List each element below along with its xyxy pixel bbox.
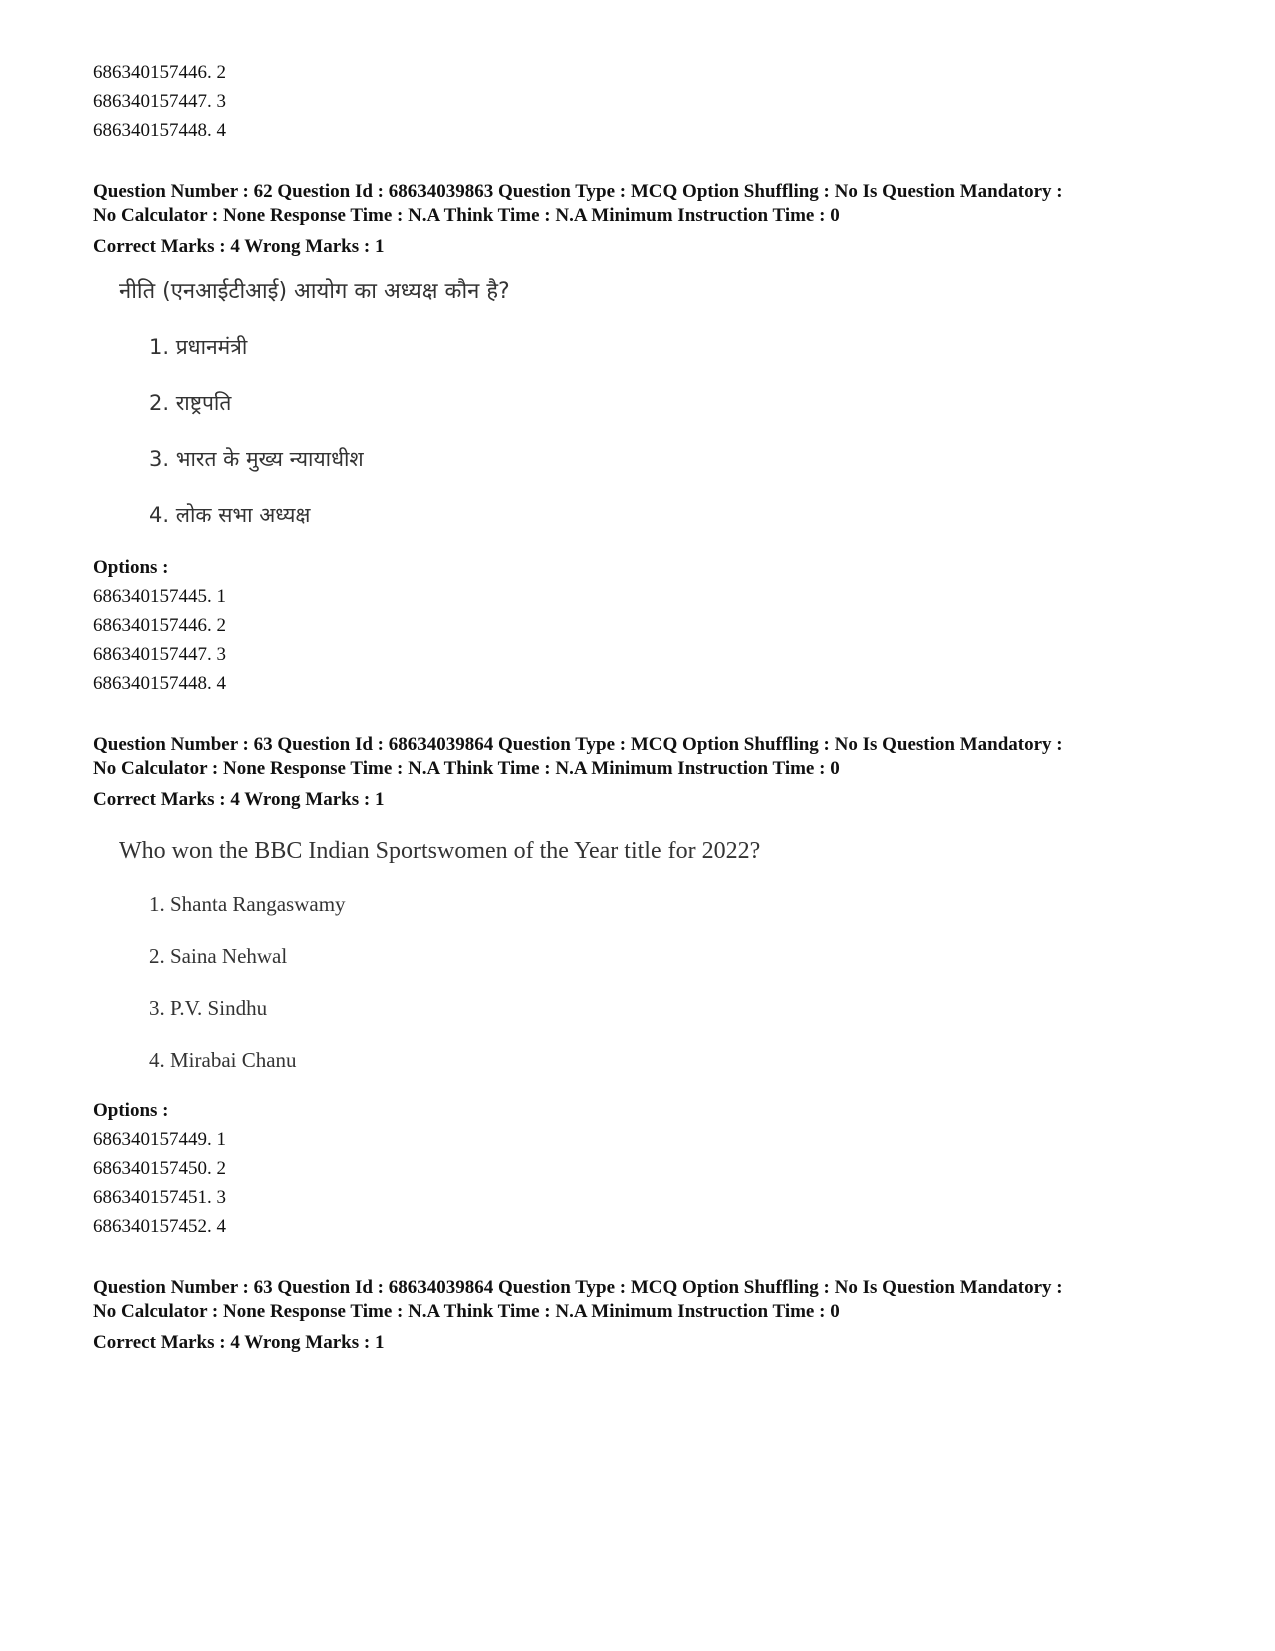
question-marks: Correct Marks : 4 Wrong Marks : 1	[93, 236, 385, 257]
choice-item: 2. राष्ट्रपति	[149, 391, 232, 415]
option-id-line: 686340157450. 2	[93, 1158, 226, 1179]
question-header-line2: No Calculator : None Response Time : N.A Think Time : N.A Minimum Instruction Time : 0	[93, 758, 840, 779]
choice-item: 1. Shanta Rangaswamy	[149, 892, 346, 916]
question-image	[119, 836, 1213, 1074]
document-page	[93, 58, 1213, 1357]
question-63	[93, 733, 1213, 1241]
question-63-repeat	[93, 1276, 1213, 1357]
option-id-line: 686340157446. 2	[93, 615, 226, 636]
question-header-line1: Question Number : 63 Question Id : 68634039864 Question Type : MCQ Option Shuffling : No Is Question Mandatory :	[93, 734, 1063, 755]
question-text: नीति (एनआईटीआई) आयोग का अध्यक्ष कौन है?	[119, 279, 510, 304]
option-id-line: 686340157448. 4	[93, 120, 226, 141]
option-id-line: 686340157446. 2	[93, 62, 226, 83]
choice-item: 1. प्रधानमंत्री	[149, 335, 248, 359]
carryover-options	[93, 58, 1213, 145]
options-label: Options :	[93, 1100, 169, 1121]
choice-item: 2. Saina Nehwal	[149, 944, 288, 968]
option-id-line: 686340157449. 1	[93, 1129, 226, 1150]
question-header-line1: Question Number : 63 Question Id : 68634039864 Question Type : MCQ Option Shuffling : No Is Question Mandatory :	[93, 1277, 1063, 1298]
question-image	[119, 277, 1213, 529]
options-label: Options :	[93, 557, 169, 578]
option-id-line: 686340157447. 3	[93, 644, 226, 665]
question-marks: Correct Marks : 4 Wrong Marks : 1	[93, 789, 385, 810]
question-text: Who won the BBC Indian Sportswomen of the Year title for 2022?	[119, 838, 761, 864]
choice-item: 4. लोक सभा अध्यक्ष	[149, 503, 311, 527]
option-id-line: 686340157448. 4	[93, 673, 226, 694]
option-id-line: 686340157447. 3	[93, 91, 226, 112]
question-marks: Correct Marks : 4 Wrong Marks : 1	[93, 1332, 385, 1353]
option-id-line: 686340157452. 4	[93, 1216, 226, 1237]
question-header-line2: No Calculator : None Response Time : N.A Think Time : N.A Minimum Instruction Time : 0	[93, 205, 840, 226]
choice-item: 3. P.V. Sindhu	[149, 996, 268, 1020]
choice-item: 3. भारत के मुख्य न्यायाधीश	[149, 447, 364, 471]
question-62	[93, 180, 1213, 698]
option-id-line: 686340157445. 1	[93, 586, 226, 607]
choice-item: 4. Mirabai Chanu	[149, 1048, 297, 1072]
question-header-line1: Question Number : 62 Question Id : 68634039863 Question Type : MCQ Option Shuffling : No Is Question Mandatory :	[93, 181, 1063, 202]
question-header-line2: No Calculator : None Response Time : N.A Think Time : N.A Minimum Instruction Time : 0	[93, 1301, 840, 1322]
option-id-line: 686340157451. 3	[93, 1187, 226, 1208]
